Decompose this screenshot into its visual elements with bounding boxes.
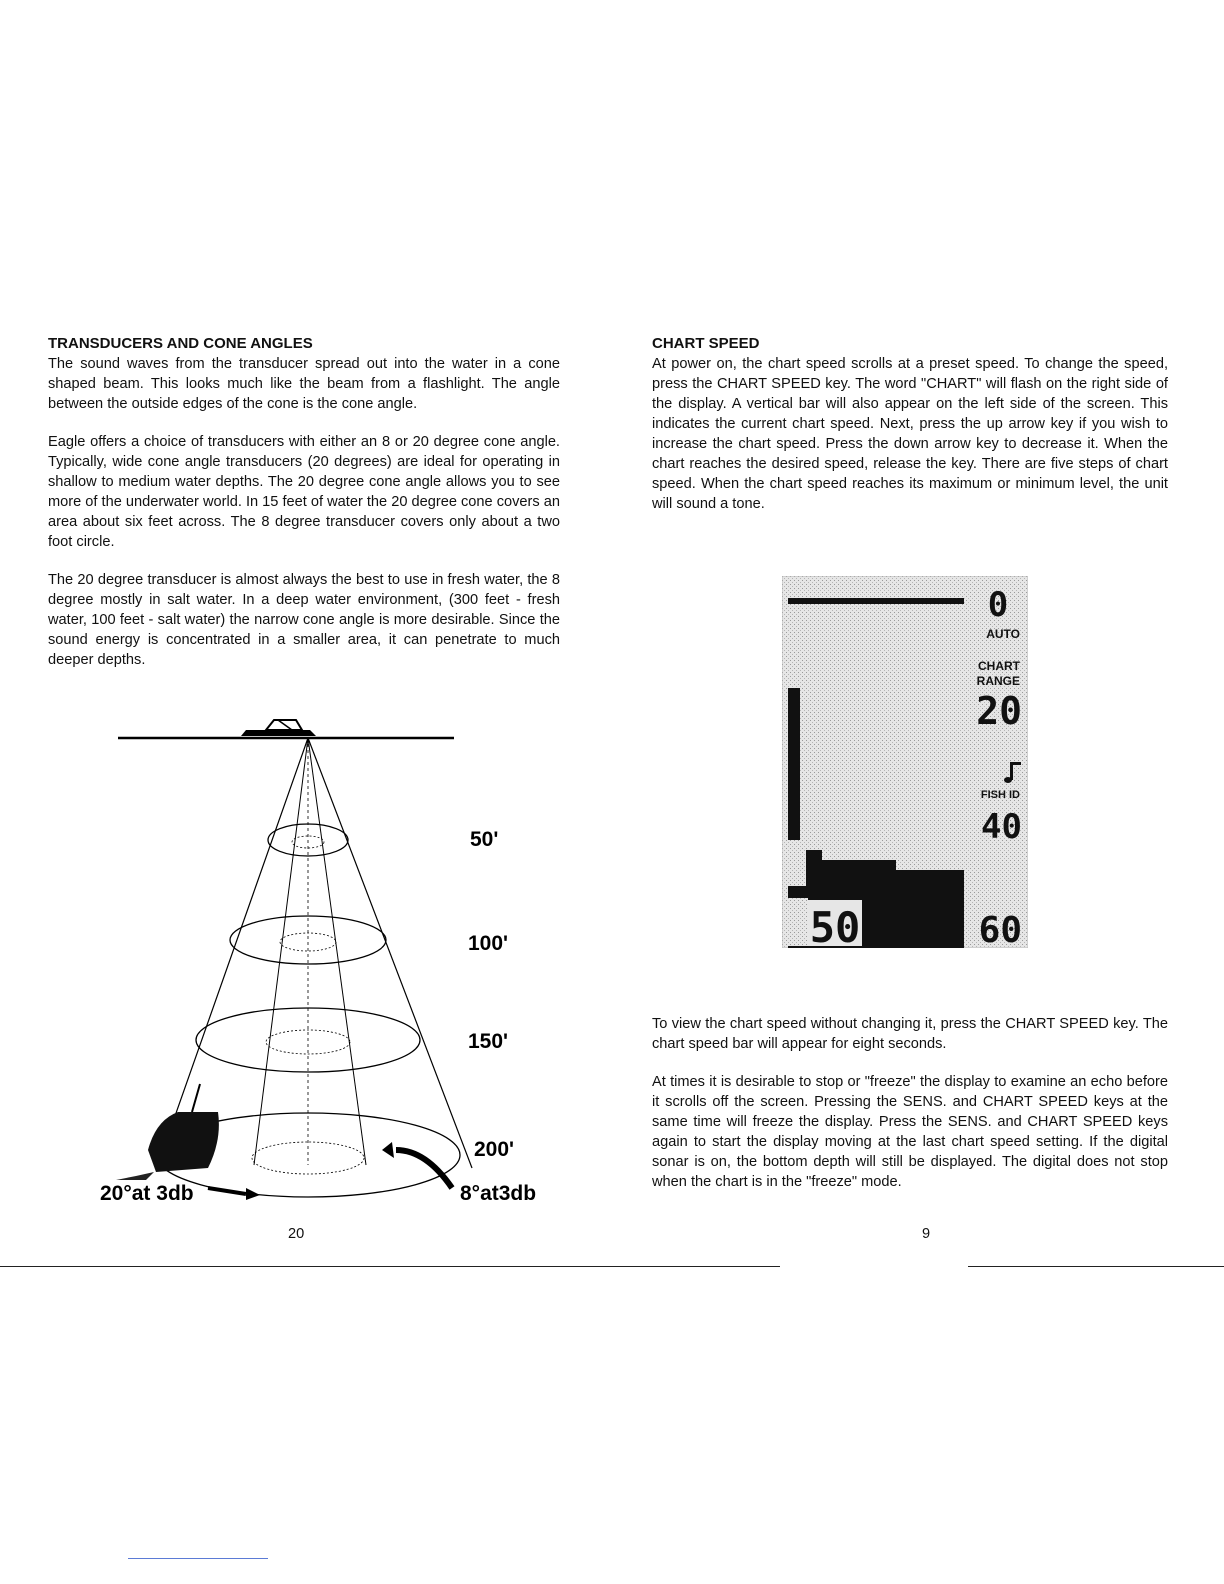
left-column — [48, 334, 560, 688]
page-number-left: 20 — [288, 1226, 305, 1242]
lcd-display-illustration — [782, 576, 1028, 948]
sunken-ship-icon — [116, 1084, 219, 1180]
paragraph: To view the chart speed without changing it, press the CHART SPEED key. The chart speed bar will appear for eight seconds. — [652, 1016, 1168, 1052]
depth-label-100: 100' — [468, 932, 509, 955]
lcd-bottom-right-value: 60 — [978, 910, 1022, 948]
narrow-cone-label: 8°at3db — [460, 1182, 537, 1205]
paragraph: At times it is desirable to stop or "freeze" the display to examine an echo before it scrolls off the screen. Pressing the SENS. and CHART SPEED keys at the same time will freeze the display. Press the SENS. and CHART SPEED keys again to start the display moving at the last chart speed setting. If the digital sonar is on, the bottom depth will still be displayed. The digital does not stop when the chart is in the "freeze" mode. — [652, 1074, 1168, 1190]
lcd-fish-value: 40 — [981, 807, 1022, 847]
depth-label-200: 200' — [474, 1138, 515, 1161]
boat-icon — [241, 720, 316, 736]
page-number-right: 9 — [922, 1226, 931, 1242]
chart-speed-bar — [788, 688, 800, 840]
paragraph: The 20 degree transducer is almost always the best to use in fresh water, the 8 degree mostly in salt water. In a deep water environment, (300 feet - fresh water, 100 feet - salt water) the narrow cone angle is more desirable. Since the sound energy is concentrated in a smaller area, it can penetrate to much deeper depths. — [48, 572, 560, 668]
cone-angle-diagram — [96, 710, 566, 1220]
paragraph: Eagle offers a choice of transducers with either an 8 or 20 degree cone angle. Typically, wide cone angle transducers (20 degrees) are ideal for operating in shallow to medium water depths. The 20 degree cone angle allows you to see more of the underwater world. In 15 feet of water the 20 degree cone covers an area about six feet across. The 8 degree transducer covers only about a two foot circle. — [48, 434, 560, 550]
right-column — [652, 334, 1168, 532]
paragraph: At power on, the chart speed scrolls at a preset speed. To change the speed, press the CHART SPEED key. The word "CHART" will flash on the right side of the display. A vertical bar will also appear on the left side of the screen. This indicates the current chart speed. Next, press the up arrow key if you wish to increase the chart speed. Press the down arrow key to decrease it. When the chart reaches the desired speed, release the key. There are five steps of chart speed. When the chart speed reaches its maximum or minimum level, the unit will sound a tone. — [652, 356, 1168, 512]
wide-cone-label: 20°at 3db — [100, 1182, 194, 1205]
lcd-range-label: RANGE — [976, 674, 1020, 688]
lcd-range-value: 20 — [976, 689, 1022, 733]
lcd-auto-label: AUTO — [986, 627, 1020, 641]
lcd-chart-label: CHART — [978, 659, 1020, 673]
right-column-lower — [652, 1014, 1168, 1210]
section-heading-chart-speed: CHART SPEED — [652, 335, 760, 352]
paragraph: The sound waves from the transducer spread out into the water in a cone shaped beam. This looks much like the beam from a flashlight. The angle between the outside edges of the cone is the cone angle. — [48, 356, 560, 412]
depth-label-50: 50' — [470, 828, 499, 851]
depth-label-150: 150' — [468, 1030, 509, 1053]
bottom-rule-left — [0, 1266, 780, 1267]
lcd-fish-id-label: FISH ID — [980, 789, 1020, 801]
footer-blue-rule — [128, 1558, 268, 1559]
bottom-rule-right — [968, 1266, 1224, 1267]
section-heading-transducers: TRANSDUCERS AND CONE ANGLES — [48, 335, 313, 352]
lcd-bottom-left-value: 50 — [809, 903, 861, 948]
lcd-top-digit: 0 — [987, 585, 1009, 625]
